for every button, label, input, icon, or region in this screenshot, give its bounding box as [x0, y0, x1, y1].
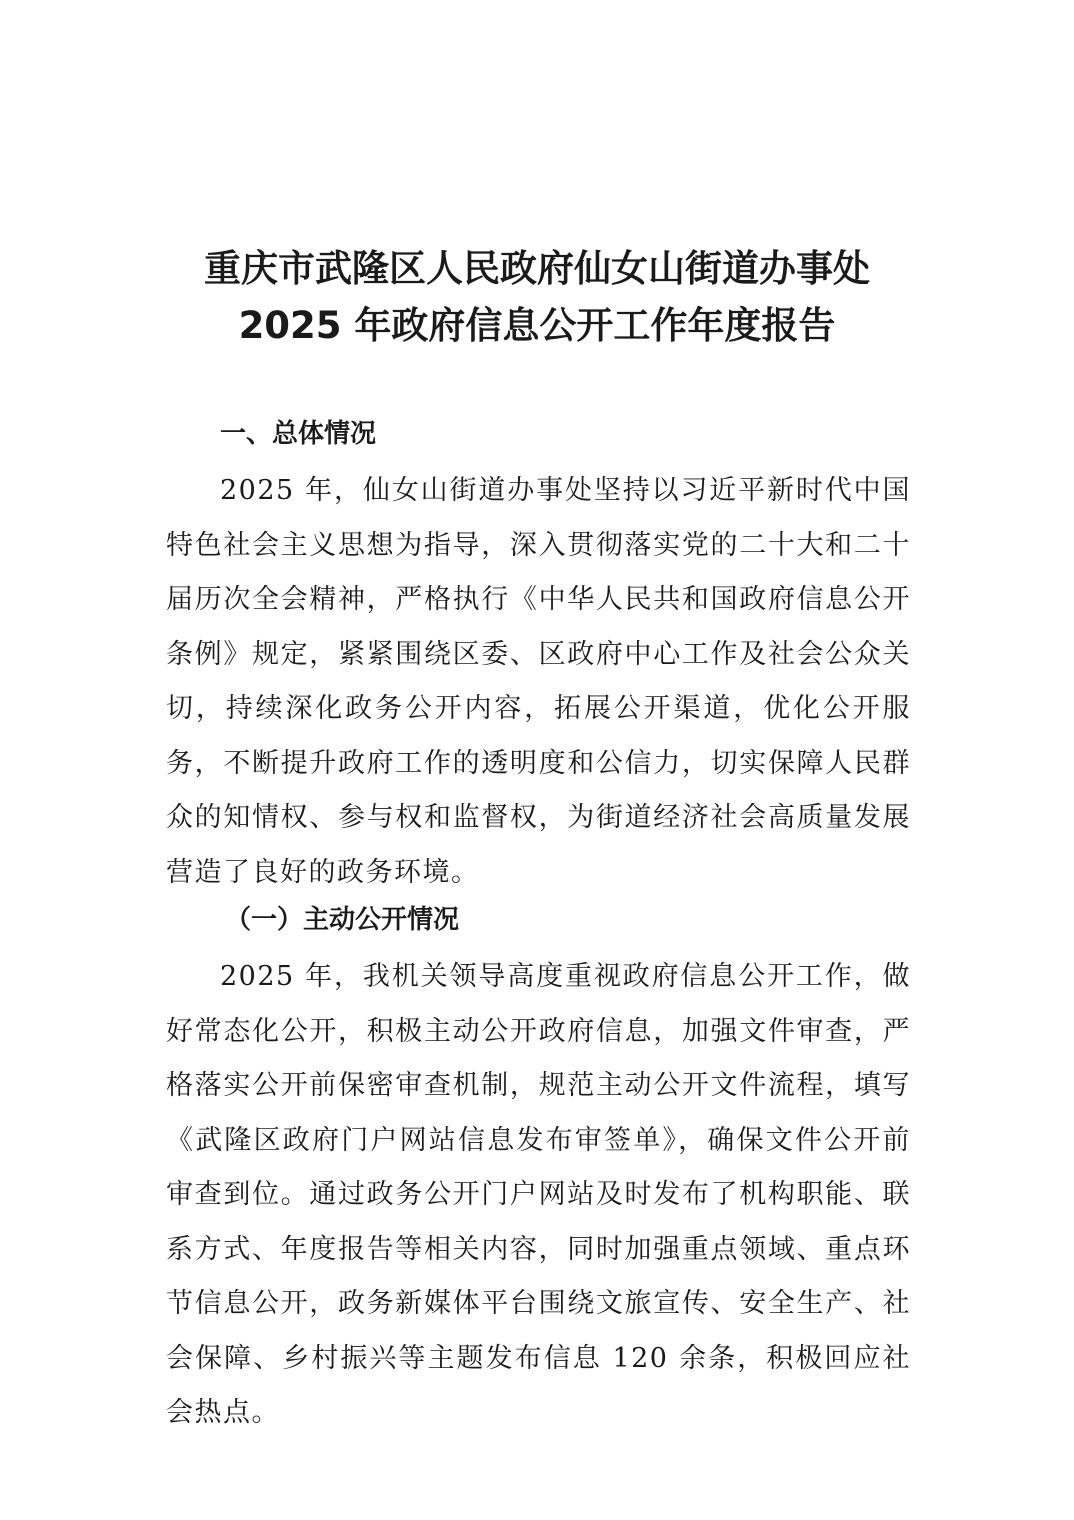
- document-title-line-1: 重庆市武隆区人民政府仙女山街道办事处: [204, 247, 870, 290]
- section-paragraph-overview: 2025 年，仙女山街道办事处坚持以习近平新时代中国特色社会主义思想为指导，深入贯彻落实党的二十大和二十届历次全会精神，严格执行《中华人民共和国政府信息公开条例》规定，紧紧围绕区委、区政府中心工作及社会公众关切，持续深化政务公开内容，拓展公开渠道，优化公开服务，不断提升政府工作的透明度和公信力，切实保障人民群众的知情权、参与权和监督权，为街道经济社会高质量发展营造了良好的政务环境。: [166, 475, 911, 888]
- subsection-paragraph-proactive-disclosure: 2025 年，我机关领导高度重视政府信息公开工作，做好常态化公开，积极主动公开政府信息，加强文件审查，严格落实公开前保密审查机制，规范主动公开文件流程，填写《武隆区政府门户网站信息发布审签单》，确保文件公开前审查到位。通过政务公开门户网站及时发布了机构职能、联系方式、年度报告等相关内容，同时加强重点领域、重点环节信息公开，政务新媒体平台围绕文旅宣传、安全生产、社会保障、乡村振兴等主题发布信息 120 余条，积极回应社会热点。: [166, 961, 911, 1428]
- section-heading-overview: 一、总体情况: [220, 419, 377, 449]
- document-title-line-2: 2025 年政府信息公开工作年度报告: [238, 304, 836, 347]
- subsection-heading-proactive-disclosure: （一）主动公开情况: [225, 905, 460, 935]
